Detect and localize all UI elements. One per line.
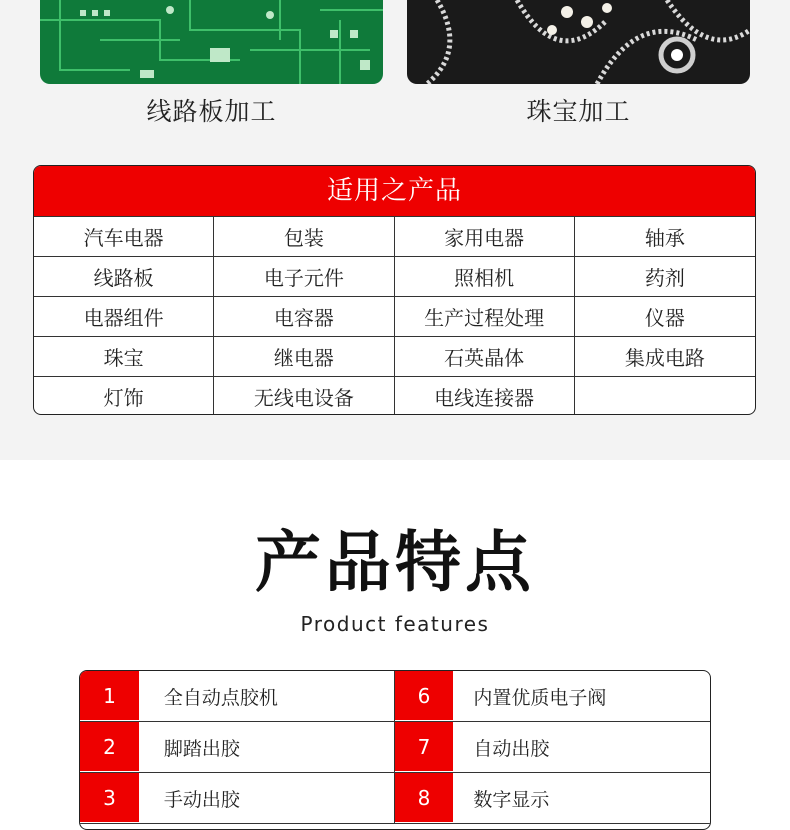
jewelry-image [407,0,750,84]
product-cell: 家用电器 [395,216,575,256]
feature-number: 6 [395,671,454,721]
applicable-products-table [33,165,756,415]
product-cell: 仪器 [575,296,755,336]
product-cell: 电子元件 [214,256,394,296]
features-title: 产品特点 [255,524,535,601]
product-cell: 灯饰 [34,376,214,415]
product-cell: 照相机 [395,256,575,296]
feature-text: 数字显示 [473,788,550,811]
product-cell-empty [575,376,755,415]
product-cell: 电线连接器 [395,376,575,415]
product-cell: 线路板 [34,256,214,296]
feature-text: 全自动点胶机 [139,671,395,721]
feature-text: 内置优质电子阀 [473,686,607,709]
pcb-caption: 线路板加工 [146,97,277,126]
product-cell: 轴承 [575,216,755,256]
product-cell: 珠宝 [34,336,214,376]
feature-number: 7 [395,722,454,772]
feature-number: 2 [80,722,139,772]
product-cell: 药剂 [575,256,755,296]
product-cell: 汽车电器 [34,216,214,256]
pcb-image [40,0,383,84]
feature-row [80,671,710,722]
feature-number: 3 [80,773,139,823]
product-cell: 包装 [214,216,394,256]
products-grid [34,216,755,415]
features-subtitle: Product features [300,612,490,636]
feature-text: 自动出胶 [473,737,550,760]
product-cell: 继电器 [214,336,394,376]
jewelry-caption: 珠宝加工 [526,97,631,126]
feature-text: 脚踏出胶 [139,722,395,772]
product-cell: 电容器 [214,296,394,336]
product-cell: 集成电路 [575,336,755,376]
feature-row [80,722,710,773]
features-table [79,670,711,830]
product-cell: 电器组件 [34,296,214,336]
feature-number: 8 [395,773,454,823]
feature-number: 1 [80,671,139,721]
product-cell: 石英晶体 [395,336,575,376]
feature-row [80,773,710,824]
product-cell: 生产过程处理 [395,296,575,336]
feature-text: 手动出胶 [139,773,395,823]
product-cell: 无线电设备 [214,376,394,415]
products-table-header: 适用之产品 [34,166,755,216]
